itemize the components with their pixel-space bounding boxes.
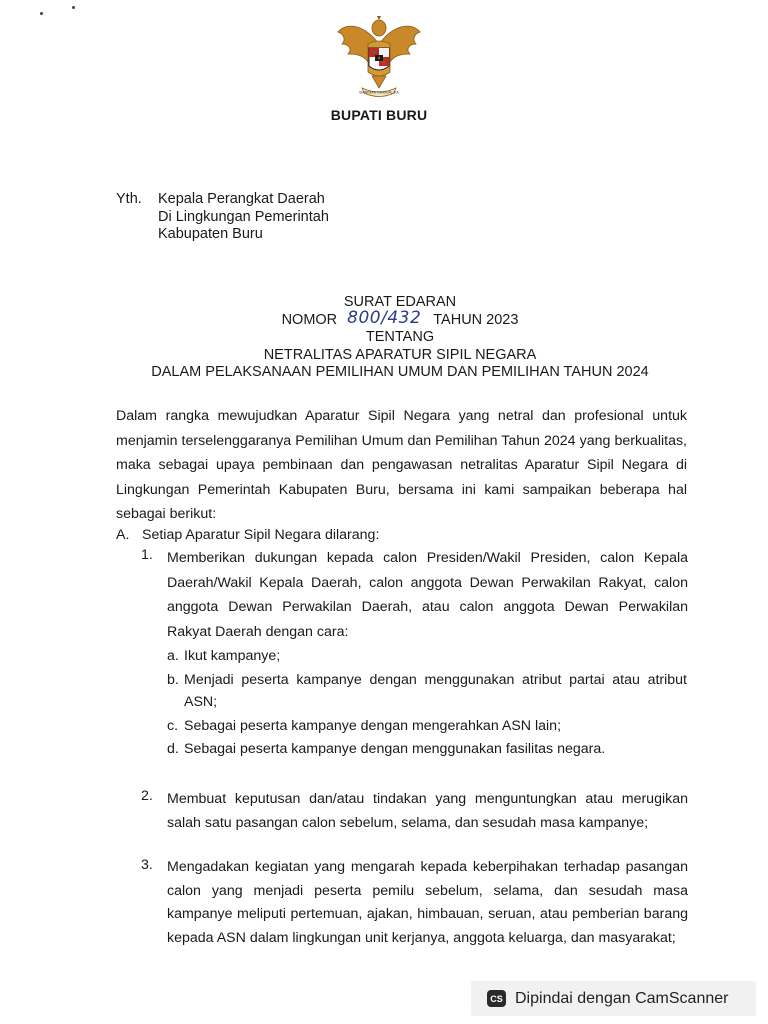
sub-item	[167, 716, 687, 736]
item-text: Membuat keputusan dan/atau tindakan yang menguntungkan atau merugikan salah satu pasangan calon sebelum, selama, dan sesudah masa kampanye;	[167, 791, 688, 831]
scan-speck	[40, 12, 43, 15]
issuer-title: BUPATI BURU	[330, 107, 428, 123]
document-number-row	[0, 307, 768, 330]
scan-speck	[72, 6, 75, 9]
camscanner-watermark	[471, 981, 756, 1016]
sub-item	[167, 646, 687, 666]
sub-text: Sebagai peserta kampanye dengan menggunakan fasilitas negara.	[184, 741, 606, 757]
nomor-label: NOMOR	[281, 311, 338, 328]
sub-label: b.	[167, 672, 179, 688]
address-line: Kepala Perangkat Daerah	[158, 191, 325, 207]
salutation: Yth.	[116, 191, 142, 207]
item-number: 3.	[141, 857, 153, 873]
sub-label: d.	[167, 741, 179, 757]
sub-item	[167, 739, 687, 759]
camscanner-label: Dipindai dengan CamScanner	[515, 989, 729, 1007]
sub-text: Menjadi peserta kampanye dengan menggunakan atribut partai atau atribut ASN;	[184, 672, 687, 710]
section-a-heading	[116, 525, 379, 545]
sub-text: Sebagai peserta kampanye dengan mengerahkan ASN lain;	[184, 718, 562, 734]
address-line: Di Lingkungan Pemerintah	[158, 208, 329, 225]
subject-line-1: NETRALITAS APARATUR SIPIL NEGARA	[263, 346, 537, 363]
recipient-address	[116, 191, 329, 244]
address-line: Kabupaten Buru	[158, 226, 263, 242]
tentang-label: TENTANG	[365, 329, 435, 345]
camscanner-logo-icon: CS	[487, 990, 506, 1007]
subject-line-2: DALAM PELAKSANAAN PEMILIHAN UMUM DAN PEMILIHAN TAHUN 2024	[151, 364, 649, 380]
document-heading	[0, 294, 768, 382]
section-label: A.	[116, 527, 130, 543]
sub-text: Ikut kampanye;	[184, 648, 281, 664]
item-text: Memberikan dukungan kepada calon Presiden/Wakil Presiden, calon Kepala Daerah/Wakil Kepala Daerah, calon anggota Dewan Perwakilan Rakyat, calon anggota Dewan Perwakilan Daerah, atau calon anggota Dewan Perwakilan Rakyat Daerah dengan cara:	[167, 550, 688, 640]
item-number: 1.	[141, 547, 153, 563]
garuda-emblem-icon	[334, 14, 424, 100]
sub-label: a.	[167, 648, 179, 664]
section-text: Setiap Aparatur Sipil Negara dilarang:	[142, 527, 380, 543]
intro-paragraph: Dalam rangka mewujudkan Aparatur Sipil Negara yang netral dan profesional untuk menjamin terselenggaranya Pemilihan Umum dan Pemilihan Tahun 2024 yang berkualitas, maka sebagai upaya pembinaan dan pengawasan netralitas Aparatur Sipil Negara di Lingkungan Pemerintah Kabupaten Buru, bersama ini kami sampaikan beberapa hal sebagai berikut:	[116, 408, 687, 523]
intro-paragraph-block	[116, 404, 687, 527]
item-number: 2.	[141, 788, 153, 804]
document-type: SURAT EDARAN	[343, 294, 457, 310]
year-label: TAHUN 2023	[433, 311, 519, 328]
sub-item	[167, 669, 687, 713]
sub-label: c.	[167, 718, 179, 734]
item-text: Mengadakan kegiatan yang mengarah kepada keberpihakan terhadap pasangan calon yang menjadi peserta pemilu sebelum, selama, dan sesudah masa kampanye meliputi pertemuan, ajakan, himbauan, seruan, atau pemberian barang kepada ASN dalam lingkungan unit kerjanya, anggota keluarga, dan masyarakat;	[167, 859, 688, 946]
svg-text:BHINNEKA TUNGGAL IKA: BHINNEKA TUNGGAL IKA	[359, 90, 399, 95]
nomor-handwritten-value: 800/432	[347, 307, 422, 328]
